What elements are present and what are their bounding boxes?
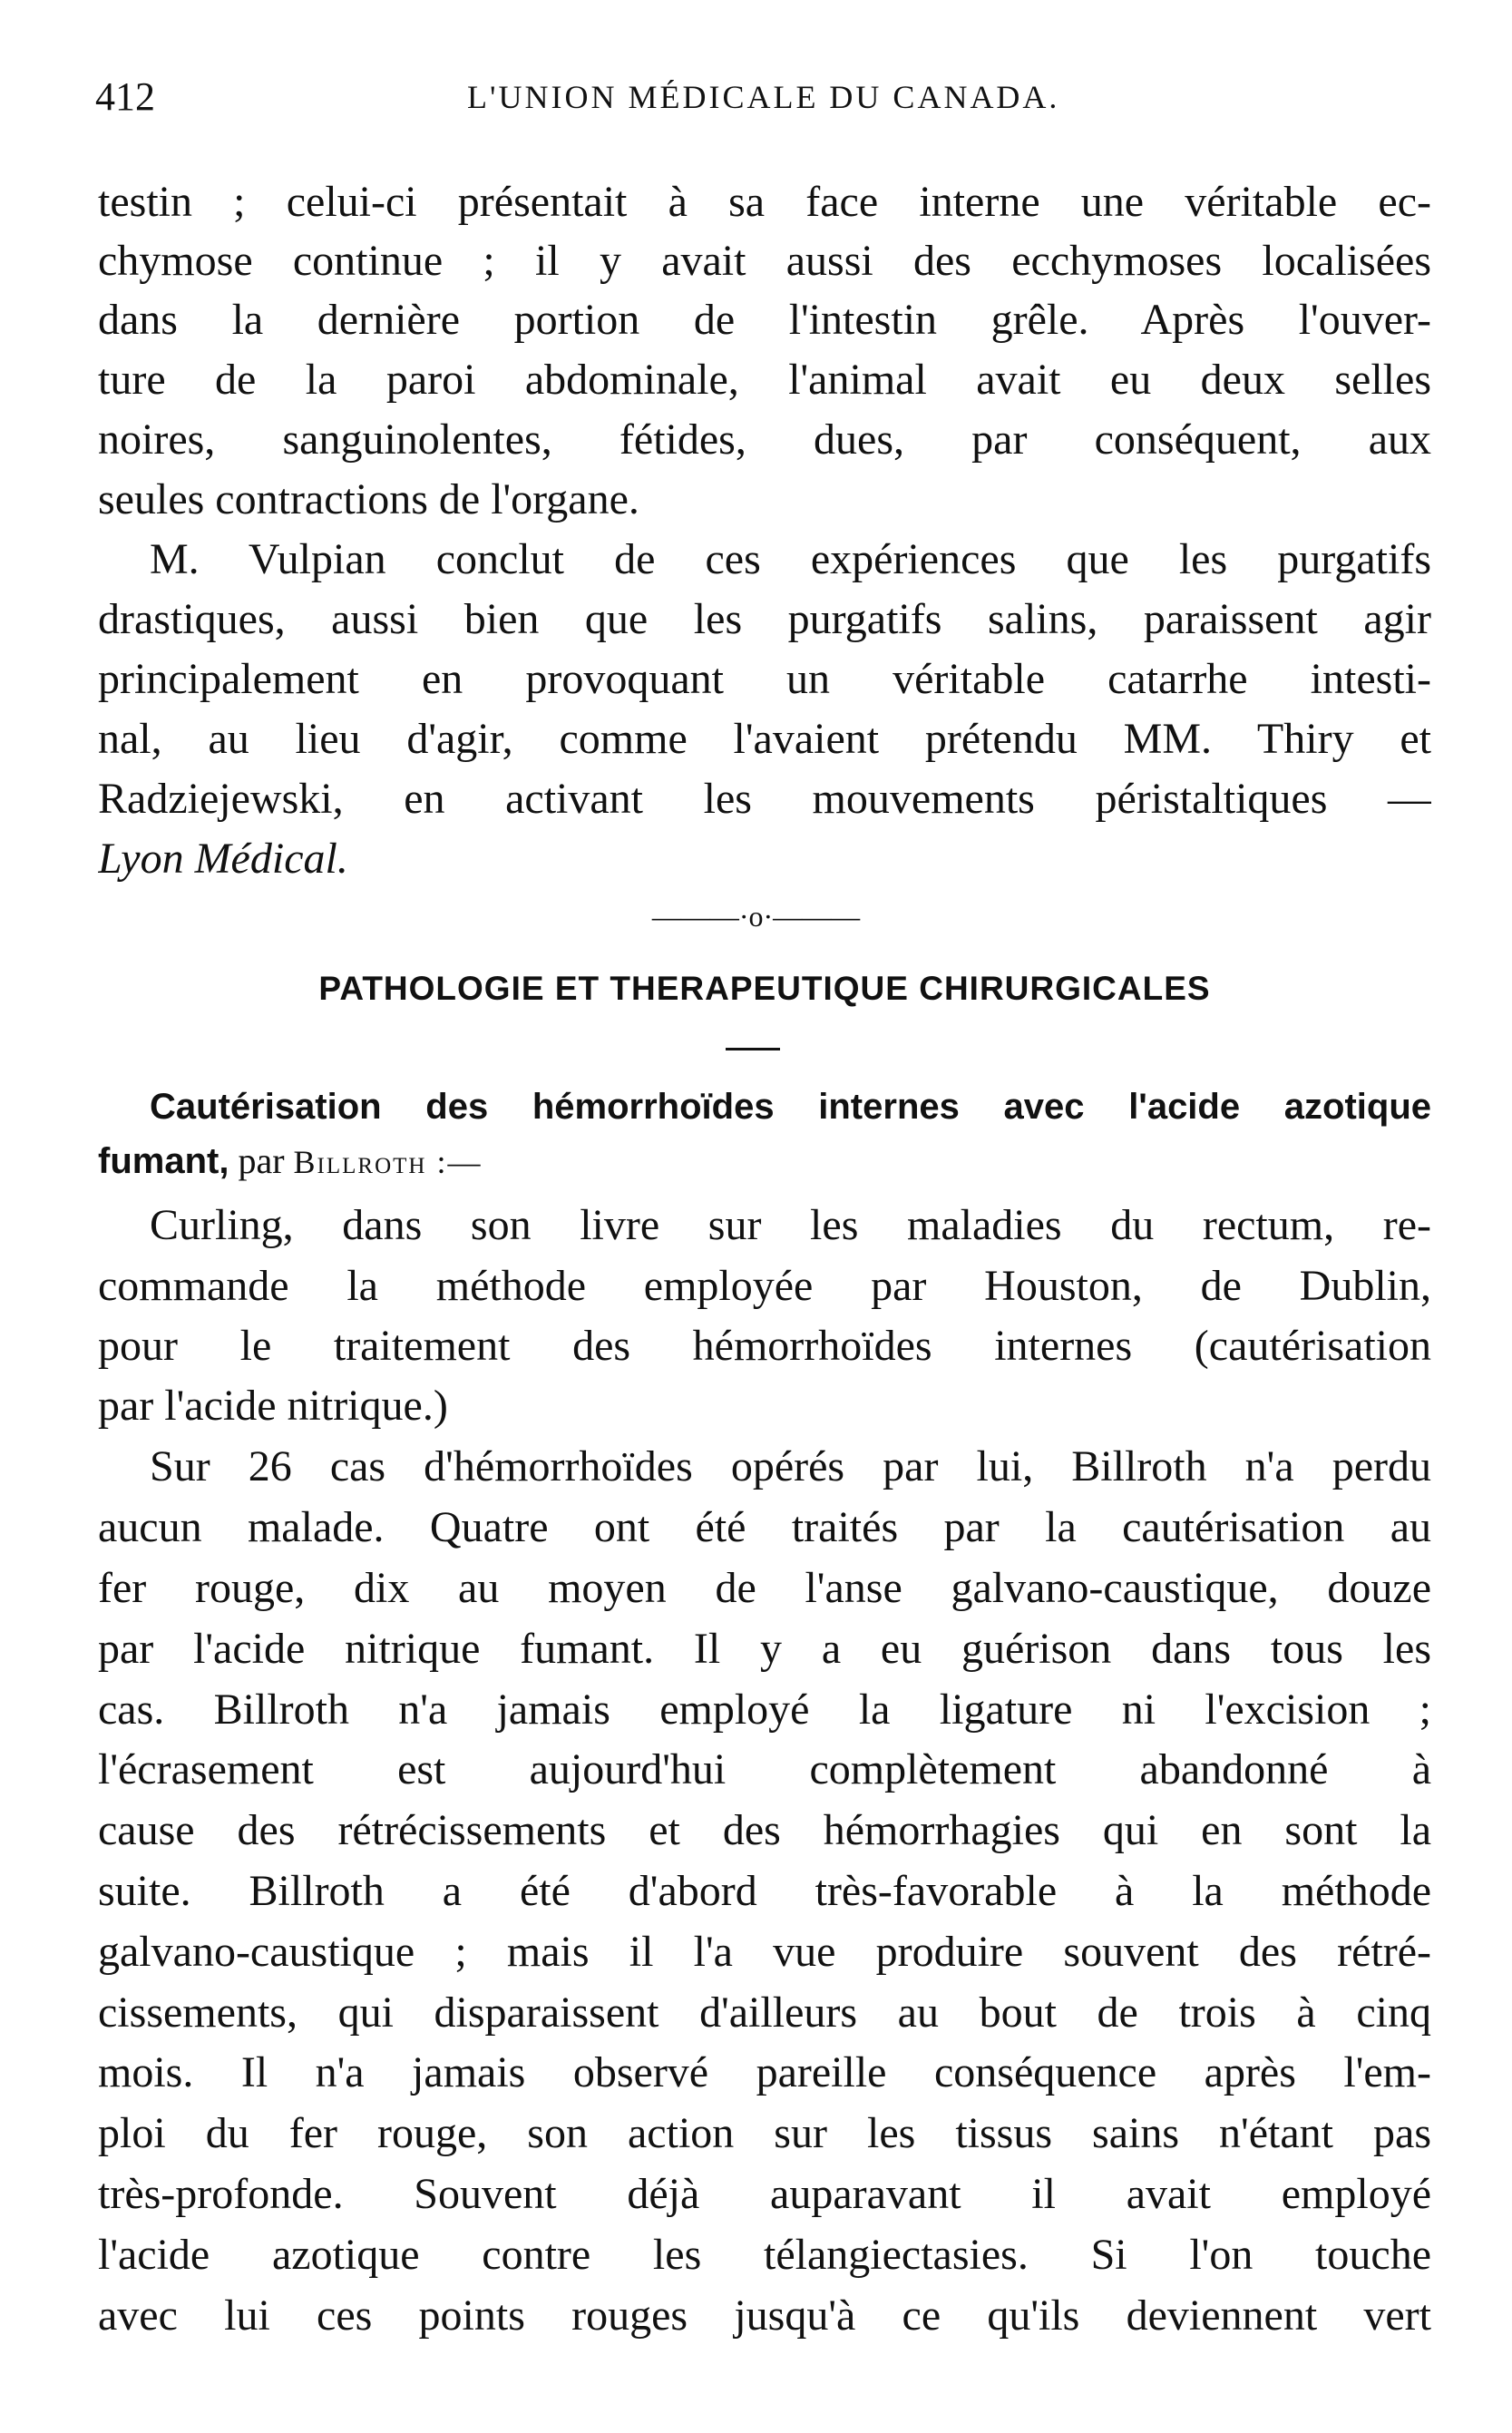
page-number: 412 <box>95 74 155 119</box>
para4-line-12: ploi du fer rouge, son action sur les tissus sains n'étant pas <box>98 2109 1431 2157</box>
section-title: PATHOLOGIE ET THERAPEUTIQUE CHIRURGICALES <box>318 970 1211 1007</box>
title-rule <box>726 1048 780 1050</box>
para4-line-2: aucun malade. Quatre ont été traités par la cautérisation au <box>98 1503 1431 1551</box>
para1-line-5: noires, sanguinolentes, fétides, dues, par conséquent, aux <box>98 415 1431 464</box>
section-separator: ———·o·——— <box>651 900 861 933</box>
para2-line-3: principalement en provoquant un véritable catarrhe intesti- <box>98 655 1431 703</box>
para4-line-13: très-profonde. Souvent déjà auparavant il avait employé <box>98 2170 1431 2218</box>
para4-line-10: cissements, qui disparaissent d'ailleurs au bout de trois à cinq <box>98 1988 1431 2037</box>
page-header <box>95 65 1429 129</box>
para1-line-6: seules contractions de l'organe. <box>98 475 639 523</box>
article-title: Cautérisation des hémorrhoïdes internes avec l'acide azotique <box>150 1087 1431 1127</box>
para4-line-11: mois. Il n'a jamais observé pareille conséquence après l'em- <box>98 2048 1431 2096</box>
para2-line-2: drastiques, aussi bien que les purgatifs salins, paraissent agir <box>98 595 1431 643</box>
para3-line-2: commande la méthode employée par Houston, de Dublin, <box>98 1262 1431 1310</box>
para4-line-9: galvano-caustique ; mais il l'a vue produire souvent des rétré- <box>98 1928 1431 1976</box>
para4-line-15: avec lui ces points rouges jusqu'à ce qu'ils deviennent vert <box>98 2291 1431 2340</box>
para4-line-8: suite. Billroth a été d'abord très-favorable à la méthode <box>98 1867 1431 1915</box>
para4-line-14: l'acide azotique contre les télangiectasies. Si l'on touche <box>98 2231 1431 2279</box>
article-by: par <box>238 1140 285 1181</box>
para2-source: Lyon Médical. <box>98 835 348 883</box>
para1-line-3: dans la dernière portion de l'intestin grêle. Après l'ouver- <box>98 296 1431 344</box>
para1-line-2: chymose continue ; il y avait aussi des ecchymoses localisées <box>98 237 1431 285</box>
article-title-end: fumant, <box>98 1141 229 1181</box>
para3-line-1: Curling, dans son livre sur les maladies du rectum, re- <box>150 1201 1431 1249</box>
para3-line-4: par l'acide nitrique.) <box>98 1382 448 1430</box>
running-head: L'UNION MÉDICALE DU CANADA. <box>467 79 1060 115</box>
para4-line-3: fer rouge, dix au moyen de l'anse galvano-caustique, douze <box>98 1564 1431 1612</box>
article-title-continuation <box>98 1134 1005 1188</box>
para4-line-6: l'écrasement est aujourd'hui complètement abandonné à <box>98 1745 1431 1793</box>
para2-line-1: M. Vulpian conclut de ces expériences que les purgatifs <box>150 535 1431 583</box>
para2-line-4: nal, au lieu d'agir, comme l'avaient prétendu MM. Thiry et <box>98 715 1431 763</box>
para2-line-5: Radziejewski, en activant les mouvements péristaltiques — <box>98 775 1431 823</box>
para4-line-1: Sur 26 cas d'hémorrhoïdes opérés par lui, Billroth n'a perdu <box>150 1442 1431 1490</box>
para3-line-3: pour le traitement des hémorrhoïdes internes (cautérisation <box>98 1322 1431 1370</box>
para1-line-4: ture de la paroi abdominale, l'animal avait eu deux selles <box>98 356 1431 404</box>
para4-line-5: cas. Billroth n'a jamais employé la ligature ni l'excision ; <box>98 1686 1431 1734</box>
para1-line-1: testin ; celui-ci présentait à sa face interne une véritable ec- <box>98 178 1431 226</box>
para4-line-4: par l'acide nitrique fumant. Il y a eu guérison dans tous les <box>98 1625 1431 1673</box>
para4-line-7: cause des rétrécissements et des hémorrhagies qui en sont la <box>98 1806 1431 1854</box>
article-author: Billroth :— <box>293 1144 483 1180</box>
